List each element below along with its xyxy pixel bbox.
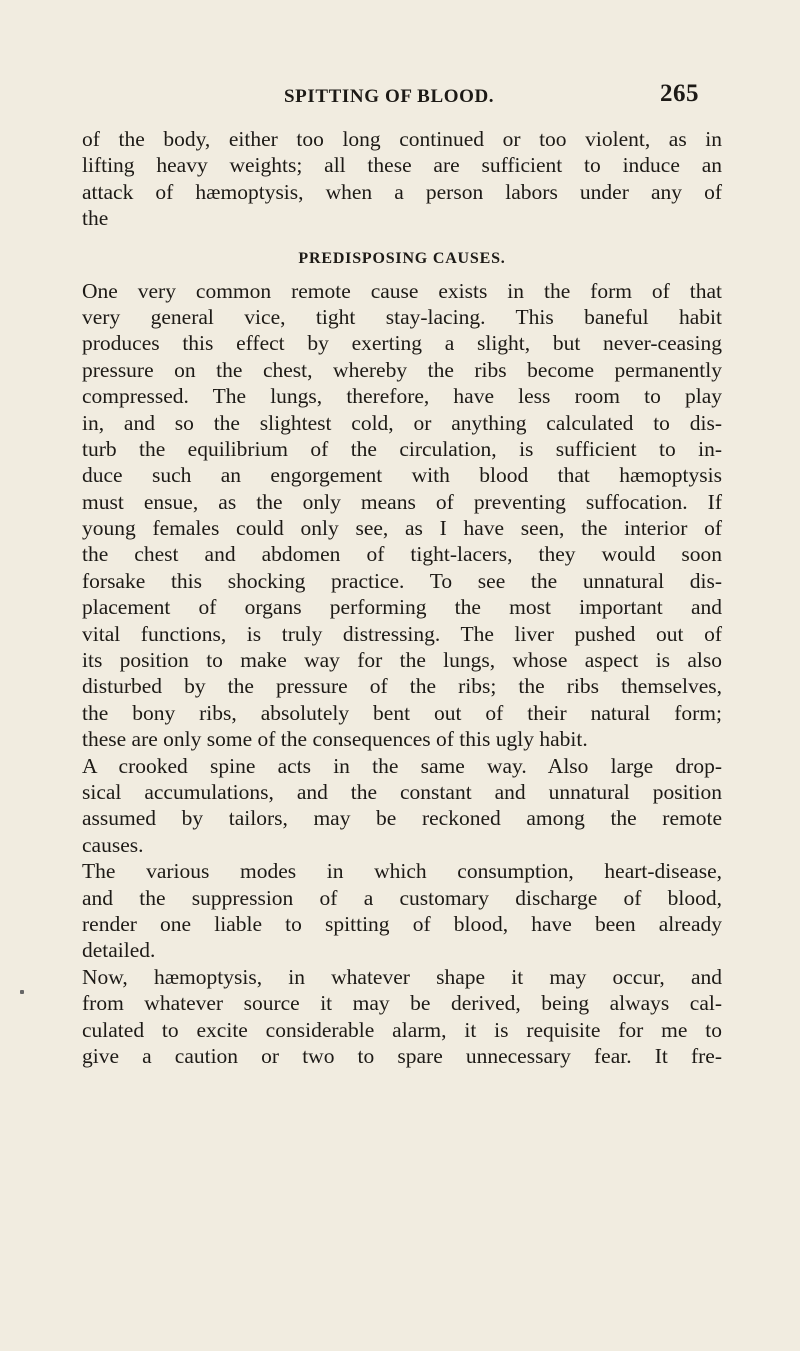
text-line: Now, hæmoptysis, in whatever shape it may occur, and bbox=[82, 964, 722, 989]
text-line: these are only some of the consequences of this ugly habit. bbox=[82, 727, 588, 752]
text-line: the bony ribs, absolutely bent out of their natural form; bbox=[82, 700, 722, 725]
text-line: sical accumulations, and the constant and unnatural position bbox=[82, 779, 722, 804]
margin-speck bbox=[20, 990, 24, 994]
text-line: produces this effect by exerting a slight, but never-ceasing bbox=[82, 331, 722, 356]
text-line: forsake this shocking practice. To see the unnatural dis- bbox=[82, 568, 722, 593]
text-line: The various modes in which consumption, heart-disease, bbox=[82, 859, 722, 884]
text-line: render one liable to spitting of blood, have been already bbox=[82, 911, 722, 936]
paragraph-continuation bbox=[82, 126, 722, 232]
text-line: its position to make way for the lungs, whose aspect is also bbox=[82, 648, 722, 673]
text-line: vital functions, is truly distressing. The liver pushed out of bbox=[82, 621, 722, 646]
text-line: attack of hæmoptysis, when a person labors under any of bbox=[82, 179, 722, 204]
paragraph-various-modes bbox=[82, 858, 722, 964]
running-title: SPITTING OF BLOOD. bbox=[284, 86, 495, 107]
text-line: lifting heavy weights; all these are sufficient to induce an bbox=[82, 153, 722, 178]
text-line: culated to excite considerable alarm, it is requisite for me to bbox=[82, 1017, 722, 1042]
text-line: young females could only see, as I have seen, the interior of bbox=[82, 516, 722, 541]
text-line: in, and so the slightest cold, or anything calculated to dis- bbox=[82, 410, 722, 435]
text-line: must ensue, as the only means of preventing suffocation. If bbox=[82, 489, 722, 514]
text-line: the chest and abdomen of tight-lacers, they would soon bbox=[82, 542, 722, 567]
text-line: One very common remote cause exists in the form of that bbox=[82, 278, 722, 303]
paragraph-stay-lacing bbox=[82, 278, 722, 753]
text-line: the bbox=[82, 206, 109, 231]
text-line: from whatever source it may be derived, being always cal- bbox=[82, 991, 722, 1016]
text-line: turb the equilibrium of the circulation, is sufficient to in- bbox=[82, 436, 722, 461]
paragraph-crooked-spine bbox=[82, 753, 722, 859]
text-line: compressed. The lungs, therefore, have less room to play bbox=[82, 384, 722, 409]
text-line: give a caution or two to spare unnecessary fear. It fre- bbox=[82, 1043, 722, 1068]
text-line: A crooked spine acts in the same way. Also large drop- bbox=[82, 753, 722, 778]
text-line: very general vice, tight stay-lacing. This baneful habit bbox=[82, 304, 722, 329]
section-heading: PREDISPOSING CAUSES. bbox=[298, 249, 506, 267]
text-line: placement of organs performing the most important and bbox=[82, 595, 722, 620]
text-line: of the body, either too long continued or too violent, as in bbox=[82, 127, 722, 151]
page-number: 265 bbox=[660, 80, 699, 107]
paragraph-caution bbox=[82, 964, 722, 1070]
text-line: pressure on the chest, whereby the ribs become permanently bbox=[82, 357, 722, 382]
text-line: detailed. bbox=[82, 938, 156, 963]
text-line: and the suppression of a customary discharge of blood, bbox=[82, 885, 722, 910]
running-head bbox=[0, 78, 800, 108]
body-text bbox=[82, 126, 722, 1069]
text-line: causes. bbox=[82, 832, 144, 857]
text-line: duce such an engorgement with blood that hæmoptysis bbox=[82, 463, 722, 488]
text-line: disturbed by the pressure of the ribs; the ribs themselves, bbox=[82, 674, 722, 699]
text-line: assumed by tailors, may be reckoned among the remote bbox=[82, 806, 722, 831]
